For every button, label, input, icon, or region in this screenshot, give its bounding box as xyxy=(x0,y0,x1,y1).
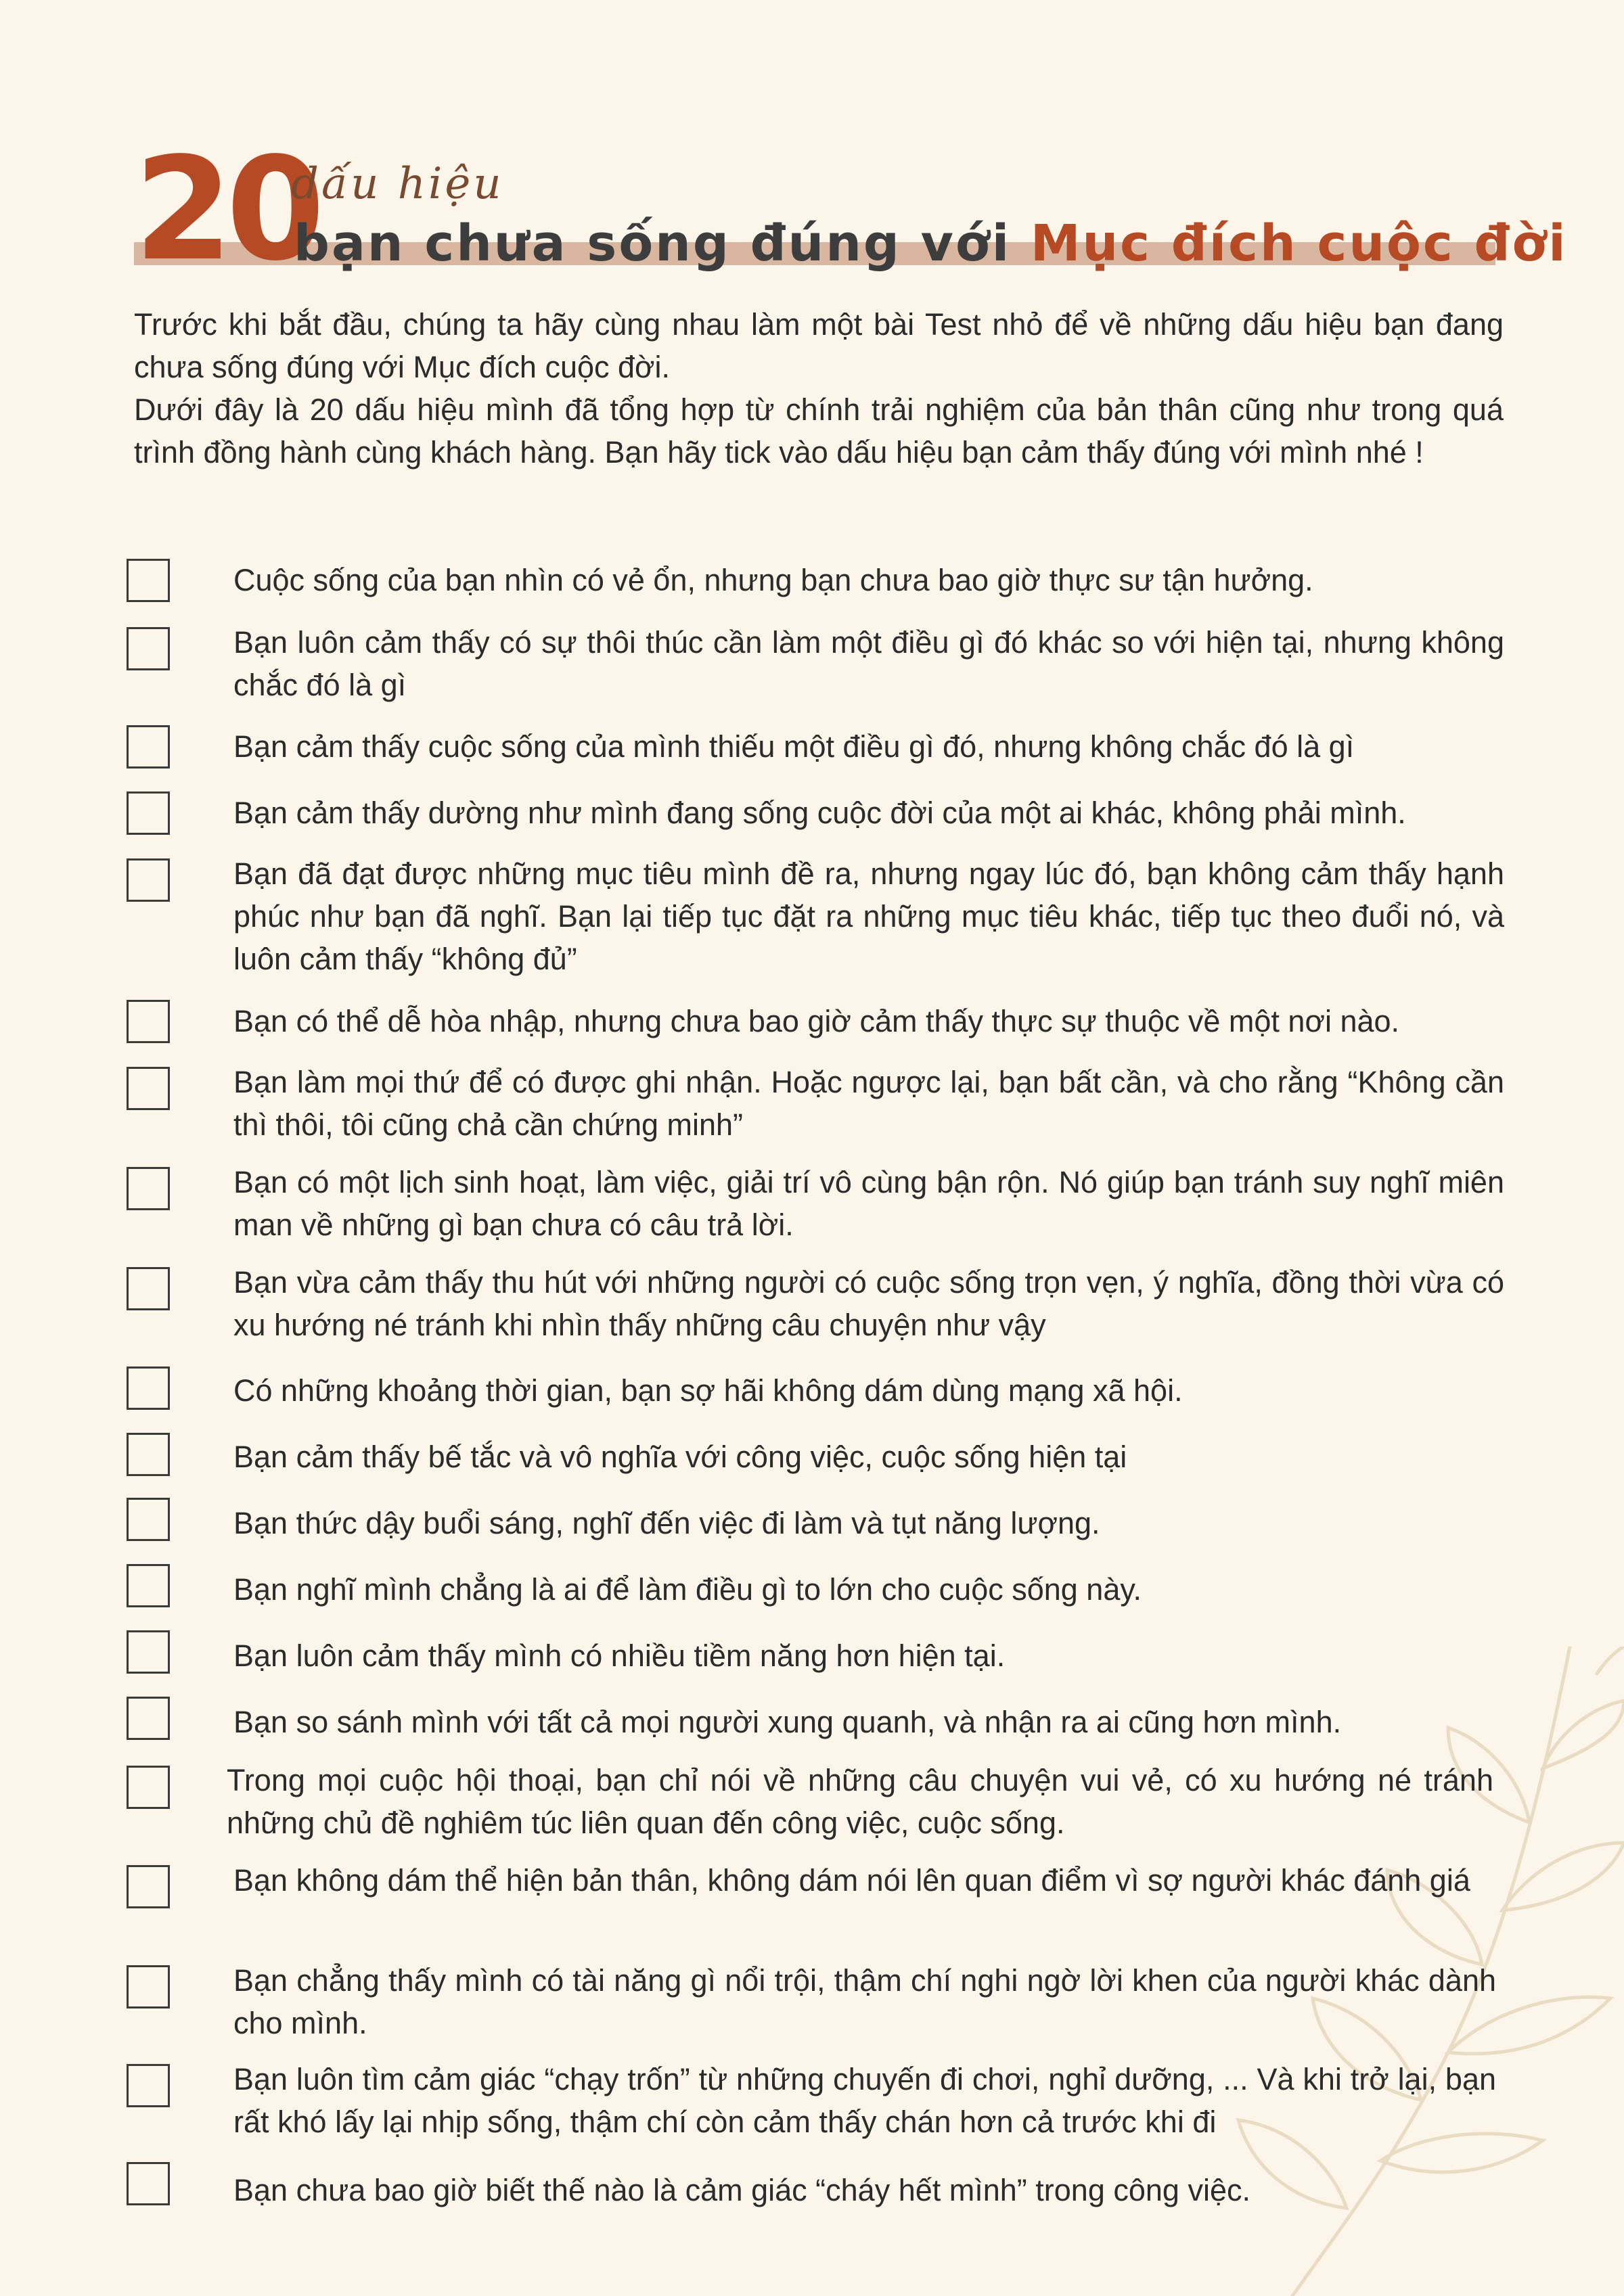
title-accent: Mục đích cuộc đời xyxy=(1030,214,1568,273)
intro-paragraph-1: Trước khi bắt đầu, chúng ta hãy cùng nhau làm một bài Test nhỏ để về những dấu hiệu bạn đang chưa sống đúng với Mục đích cuộc đời. xyxy=(134,307,1504,384)
checklist-item-text: Bạn so sánh mình với tất cả mọi người xung quanh, và nhận ra ai cũng hơn mình. xyxy=(233,1705,1342,1739)
checkbox[interactable] xyxy=(127,1000,170,1043)
checkbox[interactable] xyxy=(127,1865,170,1908)
intro-paragraph-2: Dưới đây là 20 dấu hiệu mình đã tổng hợp từ chính trải nghiệm của bản thân cũng như trong quá trình đồng hành cùng khách hàng. Bạn hãy tick vào dấu hiệu bạn cảm thấy đúng với mình nhé ! xyxy=(134,392,1504,469)
checkbox[interactable] xyxy=(127,858,170,902)
checklist-item-text: Bạn luôn cảm thấy mình có nhiều tiềm năng hơn hiện tại. xyxy=(233,1638,1006,1673)
checklist-item-text: Bạn đã đạt được những mục tiêu mình đề ra, nhưng ngay lúc đó, bạn không cảm thấy hạnh phúc như bạn đã nghĩ. Bạn lại tiếp tục đặt ra những mục tiêu khác, tiếp tục theo đuổi nó, và luôn cảm thấy “không đủ” xyxy=(233,856,1504,976)
header-script-subtitle: dấu hiệu xyxy=(291,159,504,209)
checklist-item-text: Có những khoảng thời gian, bạn sợ hãi không dám dùng mạng xã hội. xyxy=(233,1373,1183,1408)
checkbox[interactable] xyxy=(127,1498,170,1541)
checklist-item-text: Bạn nghĩ mình chẳng là ai để làm điều gì to lớn cho cuộc sống này. xyxy=(233,1572,1142,1607)
checkbox[interactable] xyxy=(127,1697,170,1740)
checkbox[interactable] xyxy=(127,2064,170,2107)
checklist-item-text: Bạn có thể dễ hòa nhập, nhưng chưa bao giờ cảm thấy thực sự thuộc về một nơi nào. xyxy=(233,1004,1400,1038)
header-number: 20 xyxy=(134,127,319,292)
checklist-item-text: Bạn thức dậy buổi sáng, nghĩ đến việc đi làm và tụt năng lượng. xyxy=(233,1506,1100,1540)
page-title xyxy=(294,210,1568,277)
checklist-item-text: Bạn vừa cảm thấy thu hút với những người có cuộc sống trọn vẹn, ý nghĩa, đồng thời vừa có xu hướng né tránh khi nhìn thấy những câu chuyện như vậy xyxy=(233,1265,1504,1342)
checkbox[interactable] xyxy=(127,559,170,602)
checkbox[interactable] xyxy=(127,1367,170,1410)
title-prefix: bạn chưa sống đúng với xyxy=(294,214,1031,273)
checkbox[interactable] xyxy=(127,1433,170,1476)
checkbox[interactable] xyxy=(127,1267,170,1310)
checklist-item-text: Bạn cảm thấy cuộc sống của mình thiếu một điều gì đó, nhưng không chắc đó là gì xyxy=(233,729,1355,764)
checkbox[interactable] xyxy=(127,1167,170,1210)
checklist-item-text: Bạn chẳng thấy mình có tài năng gì nổi trội, thậm chí nghi ngờ lời khen của người khác dành cho mình. xyxy=(233,1963,1496,2040)
checklist-item-text: Bạn không dám thể hiện bản thân, không dám nói lên quan điểm vì sợ người khác đánh giá xyxy=(233,1863,1470,1898)
checklist-item-text: Cuộc sống của bạn nhìn có vẻ ổn, nhưng bạn chưa bao giờ thực sư tận hưởng. xyxy=(233,563,1313,597)
checkbox[interactable] xyxy=(127,1965,170,2008)
checklist-item-text: Bạn luôn tìm cảm giác “chạy trốn” từ những chuyến đi chơi, nghỉ dưỡng, ... Và khi trở lại, bạn rất khó lấy lại nhịp sống, thậm chí còn cảm thấy chán hơn cả trước khi đi xyxy=(233,2062,1496,2139)
intro-text xyxy=(134,303,1504,474)
checkbox[interactable] xyxy=(127,1630,170,1674)
checkbox[interactable] xyxy=(127,1564,170,1607)
checklist-item-text: Trong mọi cuộc hội thoại, bạn chỉ nói về những câu chuyện vui vẻ, có xu hướng né tránh những chủ đề nghiêm túc liên quan đến công việc, cuộc sống. xyxy=(227,1763,1493,1840)
checkbox[interactable] xyxy=(127,725,170,768)
checkbox[interactable] xyxy=(127,627,170,670)
checklist-item-text: Bạn cảm thấy bế tắc và vô nghĩa với công việc, cuộc sống hiện tại xyxy=(233,1440,1127,1474)
checkbox[interactable] xyxy=(127,1766,170,1809)
checklist-item-text: Bạn chưa bao giờ biết thế nào là cảm giác “cháy hết mình” trong công việc. xyxy=(233,2173,1250,2207)
page-header xyxy=(134,127,1568,292)
checkbox[interactable] xyxy=(127,1067,170,1110)
checkbox[interactable] xyxy=(127,791,170,835)
checklist-item-text: Bạn cảm thấy dường như mình đang sống cuộc đời của một ai khác, không phải mình. xyxy=(233,796,1406,830)
checklist-item-text: Bạn luôn cảm thấy có sự thôi thúc cần làm một điều gì đó khác so với hiện tại, nhưng không chắc đó là gì xyxy=(233,625,1504,702)
checklist-item-text: Bạn làm mọi thứ để có được ghi nhận. Hoặc ngược lại, bạn bất cần, và cho rằng “Không cần thì thôi, tôi cũng chả cần chứng minh” xyxy=(233,1065,1504,1142)
checklist-item-text: Bạn có một lịch sinh hoạt, làm việc, giải trí vô cùng bận rộn. Nó giúp bạn tránh suy nghĩ miên man về những gì bạn chưa có câu trả lời. xyxy=(233,1165,1504,1242)
checkbox[interactable] xyxy=(127,2162,170,2205)
